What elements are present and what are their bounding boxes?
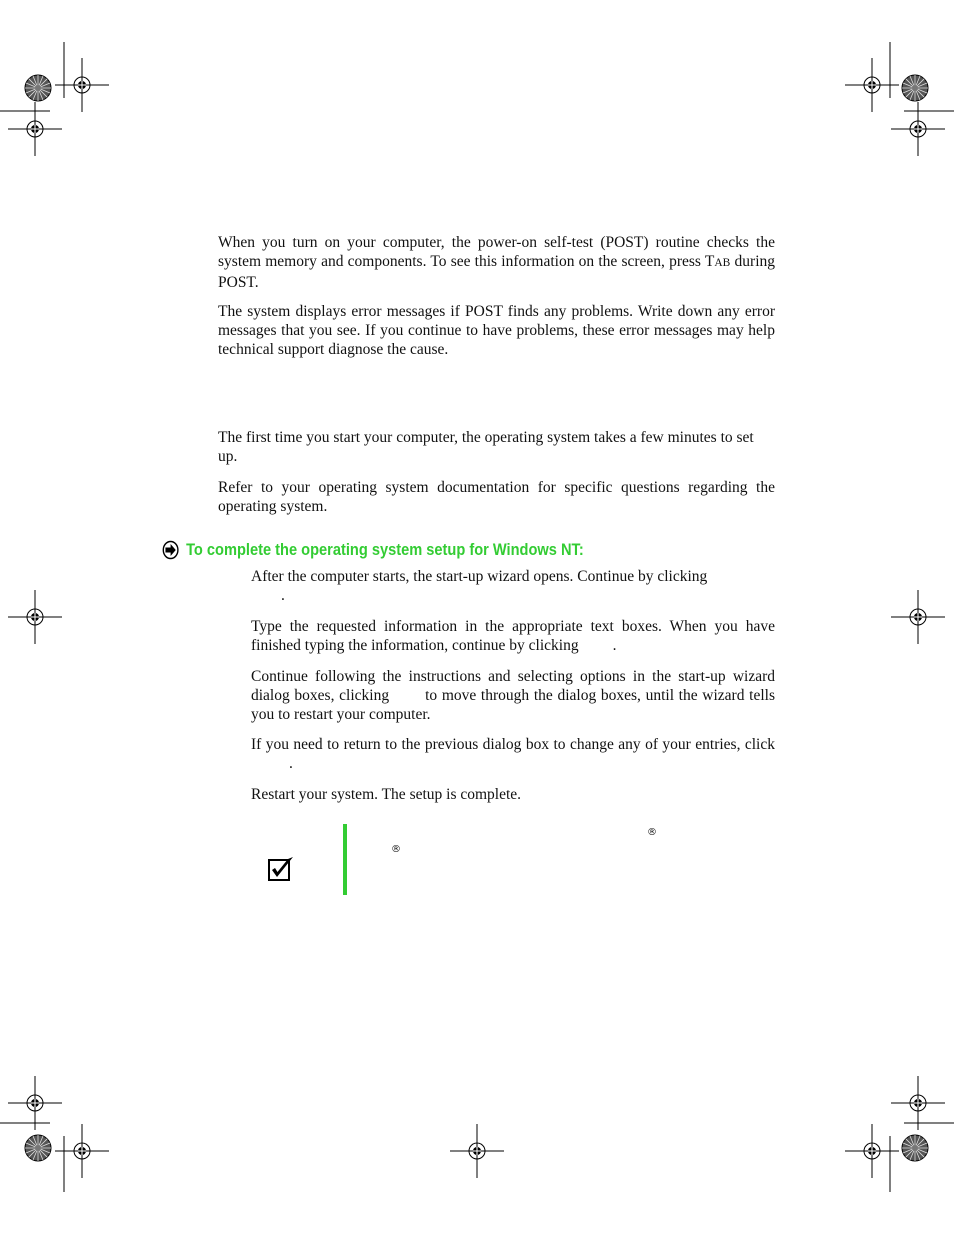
tab-key-smallcaps: AB [714, 257, 731, 269]
step-3: Continue following the instructions and selecting options in the start-up wizard dialog boxes, clicking to move through the dialog boxes, until the wizard tells you to restart your computer. [251, 668, 775, 723]
os-setup-paragraph-1: The first time you start your computer, the operating system takes a few minutes to set up. [218, 429, 754, 465]
crosshair-icon [8, 102, 62, 156]
crosshair-icon [55, 1124, 109, 1178]
starburst-icon [902, 1135, 928, 1161]
starburst-icon [25, 1135, 51, 1161]
crosshair-icon [845, 1124, 899, 1178]
crosshair-icon [450, 1124, 504, 1178]
crosshair-icon [891, 590, 945, 644]
crosshair-icon [8, 590, 62, 644]
post-paragraph-1: When you turn on your computer, the power-on self-test (POST) routine checks the system memory and components. To see this information on the screen, press TAB during POST. [218, 234, 776, 291]
registered-mark-2: ® [391, 844, 401, 855]
os-setup-paragraph-2: Refer to your operating system documentation for specific questions regarding the operating system. [218, 479, 775, 515]
starburst-icon [902, 75, 928, 101]
crosshair-icon [891, 102, 945, 156]
post-paragraph-2: The system displays error messages if POST finds any problems. Write down any error messages that you see. If you continue to have problems, these error messages may help technical support diagnose the cause. [218, 303, 775, 358]
crosshair-icon [8, 1076, 62, 1130]
checkmark-icon [268, 856, 295, 882]
registered-mark-1: ® [647, 827, 657, 838]
step-1: After the computer starts, the start-up wizard opens. Continue by clicking . [251, 568, 708, 604]
arrow-circle-icon [162, 540, 181, 560]
procedure-heading [162, 540, 584, 560]
crosshair-icon [55, 58, 109, 112]
starburst-icon [25, 75, 51, 101]
procedure-title: To complete the operating system setup for Windows NT: [186, 540, 584, 559]
crosshair-icon [845, 58, 899, 112]
note-accent-bar [343, 824, 347, 895]
step-5: Restart your system. The setup is complete. [251, 786, 522, 803]
crosshair-icon [891, 1076, 945, 1130]
step-2: Type the requested information in the appropriate text boxes. When you have finished typing the information, continue by clicking . [251, 618, 775, 654]
step-4: If you need to return to the previous dialog box to change any of your entries, click. [251, 736, 775, 772]
